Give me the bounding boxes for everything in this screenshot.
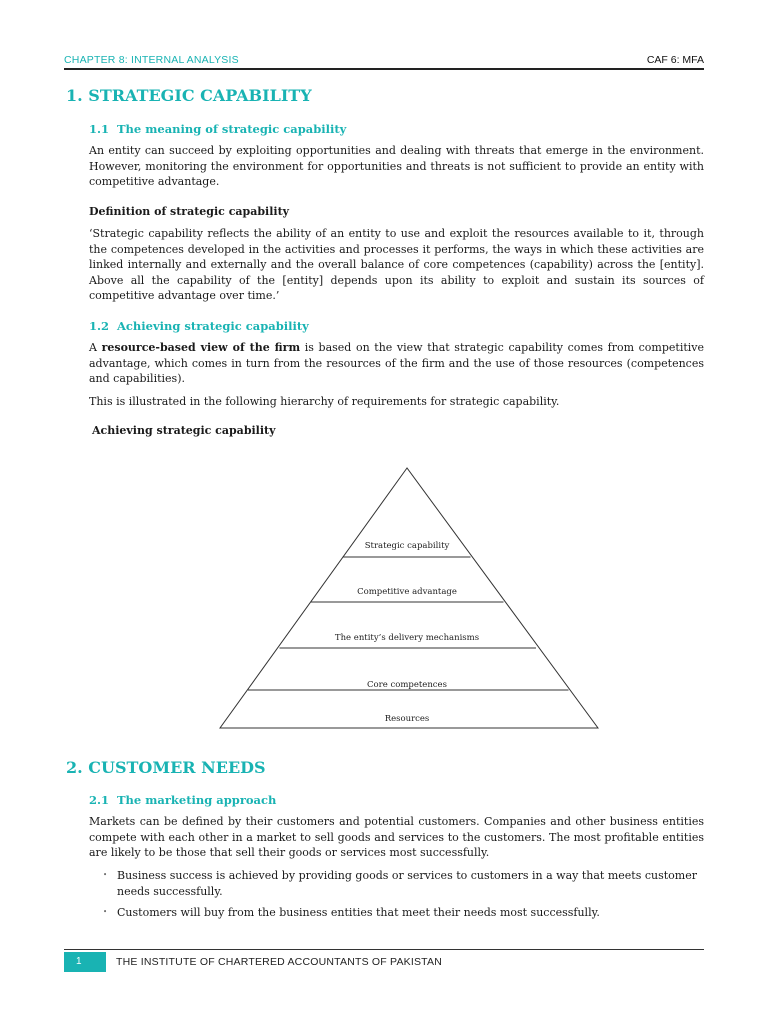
list-item (103, 868, 704, 899)
running-header-course: CAF 6: MFA (646, 54, 704, 66)
subsection-title: The meaning of strategic capability (117, 122, 347, 136)
rbv-text-pre: A (89, 341, 102, 354)
subsection-number: 1.2 (89, 319, 110, 333)
pyramid-level-label: The entity’s delivery mechanisms (334, 633, 480, 643)
paragraph-resource-based-view (89, 340, 704, 387)
bullet-marker: • (103, 908, 108, 916)
subsection-number: 1.1 (89, 122, 110, 136)
subsection-1-2-heading (89, 319, 309, 333)
subsection-title: Achieving strategic capability (117, 319, 309, 333)
pyramid-level-label: Competitive advantage (357, 587, 457, 597)
footer-institute-name: THE INSTITUTE OF CHARTERED ACCOUNTANTS OF PAKISTAN (116, 956, 442, 968)
paragraph-meaning: An entity can succeed by exploiting opportunities and dealing with threats that emerge in the environment. However, monitoring the environment for opportunities and threats is not sufficient to provide an entity with competitive advantage. (89, 144, 704, 188)
rbv-bold-term: resource-based view of the firm (101, 341, 301, 354)
pyramid-diagram (218, 466, 600, 730)
bullet-text: Customers will buy from the business entities that meet their needs most successfully. (117, 906, 600, 919)
definition-heading: Definition of strategic capability (89, 205, 290, 218)
paragraph-marketing-approach: Markets can be defined by their customers and potential customers. Companies and other business entities compete with each other in a market to sell goods and services to the customers. The most profitable entities are likely to be those that sell their goods or services most successfully. (89, 815, 704, 859)
page-number-badge: 1 (64, 952, 106, 972)
rbv-text-post: is based on the view that strategic capability comes from competitive advantage, which comes in turn from the resources of the firm and the use of those resources (competences and capabilities). (89, 341, 704, 385)
pyramid-level-label: Resources (384, 714, 430, 724)
subsection-title: The marketing approach (117, 793, 277, 807)
definition-quote: ‘Strategic capability reflects the ability of an entity to use and exploit the resources available to it, through the competences developed in the activities and processes it performs, the ways in which these activities are linked internally and externally and the overall balance of core competences (capability) across the [entity]. Above all the capability of the [entity] depends upon its ability to exploit and sustain its sources of competitive advantage over time.’ (89, 227, 704, 302)
subsection-1-1-heading (89, 122, 346, 136)
list-item (103, 905, 704, 921)
section-1-heading: 1. STRATEGIC CAPABILITY (66, 86, 312, 105)
pyramid-level-label: Strategic capability (364, 541, 450, 551)
header-divider (64, 68, 704, 70)
figure-title: Achieving strategic capability (92, 424, 276, 437)
running-header-chapter: CHAPTER 8: INTERNAL ANALYSIS (64, 54, 239, 66)
pyramid-level-label: Core competences (367, 680, 447, 690)
bullet-marker: • (103, 871, 108, 879)
subsection-2-1-heading (89, 793, 276, 807)
bullet-text: Business success is achieved by providing goods or services to customers in a way that meets customer needs successfully. (117, 869, 697, 898)
section-2-heading: 2. CUSTOMER NEEDS (66, 758, 266, 777)
bullet-list (103, 868, 704, 927)
paragraph-illustration-intro: This is illustrated in the following hierarchy of requirements for strategic capability. (89, 395, 560, 408)
subsection-number: 2.1 (89, 793, 110, 807)
footer-divider (64, 949, 704, 950)
